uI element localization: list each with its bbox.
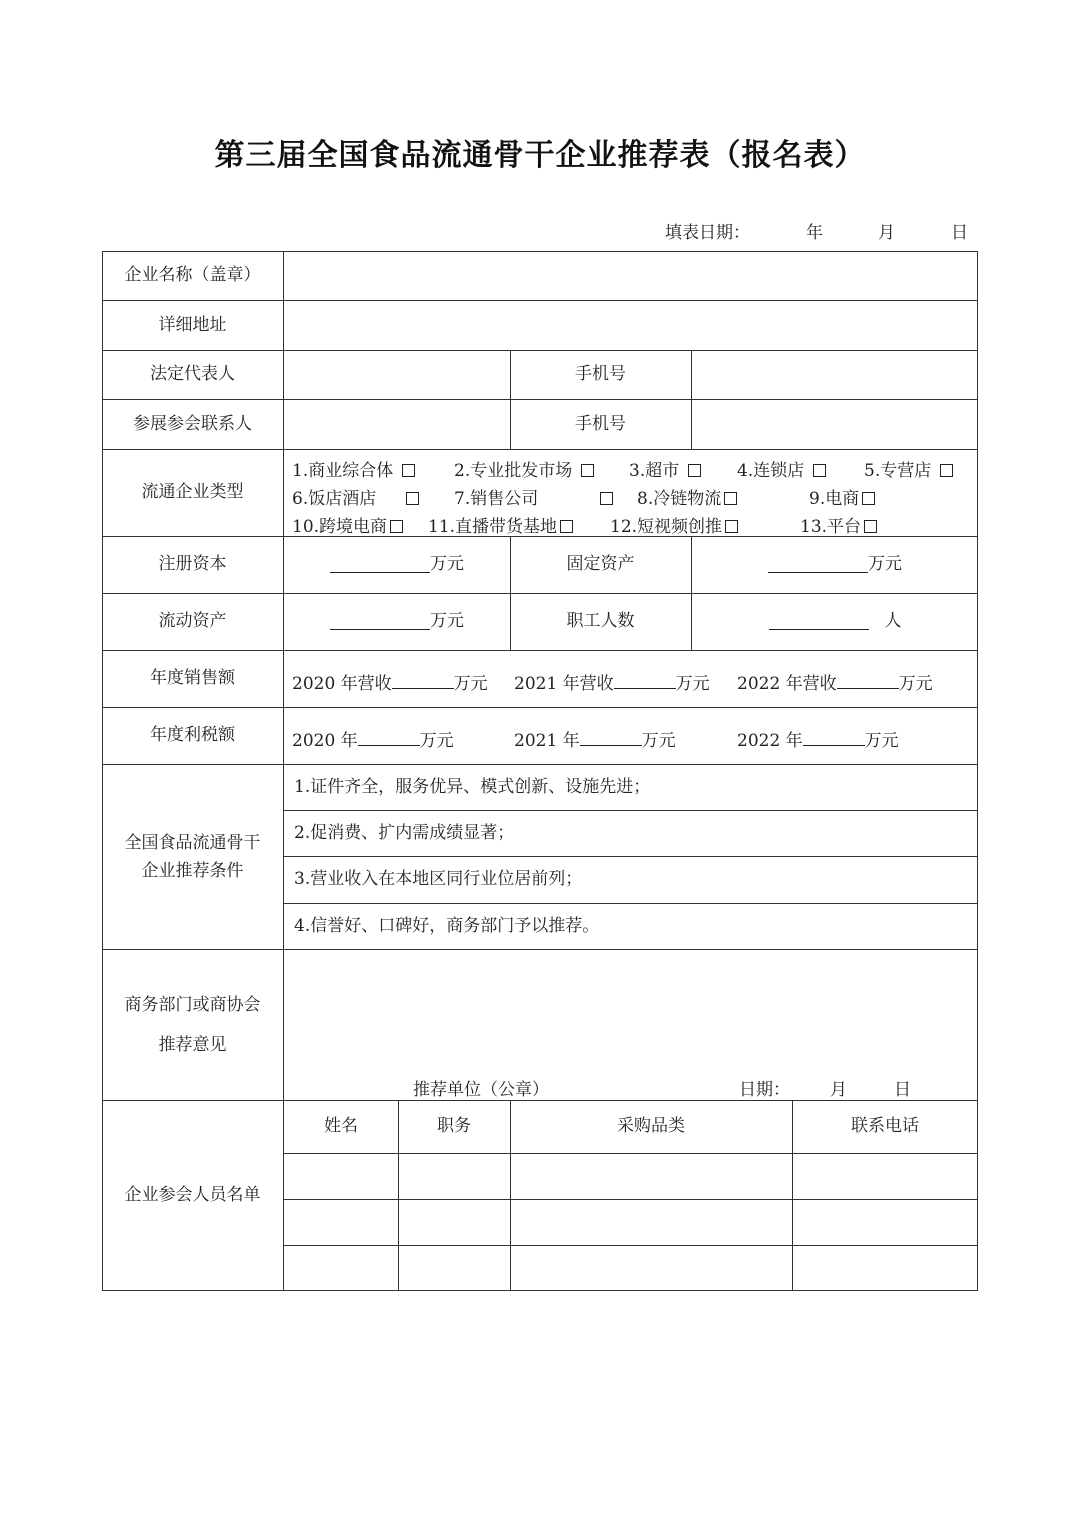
opinion-month: 月 [830,1080,847,1100]
employees-field[interactable]: 人 [692,593,978,650]
employees-label: 职工人数 [566,611,635,632]
criteria-item: 4.信誉好、口碑好，商务部门予以推荐。 [294,915,600,936]
type-option[interactable]: 1.商业综合体 [292,456,415,481]
legal-rep-label: 法定代表人 [150,364,235,385]
opinion-date-label: 日期： [739,1080,790,1100]
legal-rep-mobile-field[interactable] [692,350,978,399]
sales-2020[interactable]: 2020 年营收 万元 [292,674,488,694]
opinion-field[interactable] [284,949,978,1100]
checkbox-icon [864,520,877,533]
fill-date-year: 年 [806,223,823,243]
checkbox-icon [581,464,594,477]
enterprise-type-label: 流通企业类型 [141,482,244,503]
current-assets-field[interactable]: 万元 [284,593,510,650]
checkbox-icon [402,464,415,477]
checkbox-icon [390,520,403,533]
checkbox-icon [724,492,737,505]
checkbox-icon [406,492,419,505]
contact-mobile-field[interactable] [692,399,978,449]
checkbox-icon [862,492,875,505]
fill-date-line [0,218,1080,244]
contact-field[interactable] [284,399,510,449]
checkbox-icon [688,464,701,477]
opinion-day: 日 [894,1080,911,1100]
checkbox-icon [560,520,573,533]
address-field[interactable] [284,300,978,350]
type-option[interactable]: 7.销售公司 [454,484,613,509]
fill-date-month: 月 [878,223,895,243]
reg-capital-field[interactable]: 万元 [284,536,510,593]
type-option[interactable]: 2.专业批发市场 [454,456,594,481]
annual-profit-label: 年度利税额 [150,725,235,746]
profit-2020[interactable]: 2020 年 万元 [292,731,454,751]
type-option[interactable]: 9.电商 [809,484,875,509]
criteria-item: 3.营业收入在本地区同行业位居前列； [294,869,583,890]
checkbox-icon [813,464,826,477]
current-assets-label: 流动资产 [158,611,227,632]
type-option[interactable]: 10.跨境电商 [292,512,403,537]
type-option[interactable]: 3.超市 [629,456,701,481]
attendee-header-name: 姓名 [324,1116,358,1137]
fill-date-day: 日 [951,223,968,243]
legal-rep-mobile-label: 手机号 [575,364,626,385]
type-option[interactable]: 8.冷链物流 [637,484,737,509]
fixed-assets-field[interactable]: 万元 [692,536,978,593]
checkbox-icon [940,464,953,477]
recommend-unit-label: 推荐单位（公章） [413,1080,549,1100]
registration-form-table [102,251,978,1291]
criteria-item: 1.证件齐全，服务优异、模式创新、设施先进； [294,776,651,797]
sales-2022[interactable]: 2022 年营收 万元 [737,674,933,694]
type-option[interactable]: 6.饭店酒店 [292,484,419,509]
company-name-label: 企业名称（盖章） [124,265,261,286]
company-name-field[interactable] [284,251,978,300]
profit-2021[interactable]: 2021 年 万元 [514,731,676,751]
attendee-header-category: 采购品类 [617,1116,685,1137]
checkbox-icon [725,520,738,533]
type-option[interactable]: 5.专营店 [864,456,953,481]
contact-mobile-label: 手机号 [575,413,626,434]
fill-date-label: 填表日期： [665,223,750,243]
address-label: 详细地址 [158,314,227,335]
type-option[interactable]: 11.直播带货基地 [428,512,573,537]
opinion-label: 商务部门或商协会 推荐意见 [124,994,261,1055]
form-title: 第三届全国食品流通骨干企业推荐表（报名表） [214,138,866,173]
legal-rep-field[interactable] [284,350,510,399]
contact-label: 参展参会联系人 [133,413,252,434]
type-option[interactable]: 4.连锁店 [737,456,826,481]
criteria-item: 2.促消费、扩内需成绩显著； [294,822,515,843]
fixed-assets-label: 固定资产 [566,554,635,575]
attendees-label: 企业参会人员名单 [124,1185,261,1206]
annual-sales-label: 年度销售额 [150,668,235,689]
profit-2022[interactable]: 2022 年 万元 [737,731,899,751]
type-option[interactable]: 12.短视频创推 [610,512,738,537]
attendee-header-title: 职务 [437,1116,471,1137]
type-option[interactable]: 13.平台 [800,512,877,537]
reg-capital-label: 注册资本 [158,554,227,575]
checkbox-icon [600,492,613,505]
sales-2021[interactable]: 2021 年营收 万元 [514,674,710,694]
criteria-label: 全国食品流通骨干 企业推荐条件 [124,832,261,881]
attendee-header-phone: 联系电话 [851,1116,919,1137]
